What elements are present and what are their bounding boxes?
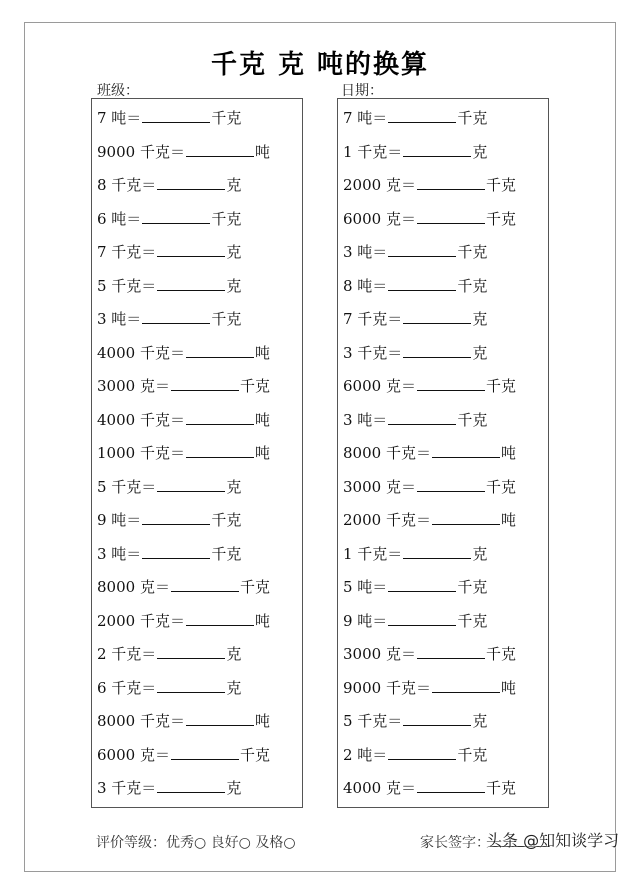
exercise-row [97,440,298,466]
exercise-row [97,340,298,366]
exercise-row [343,239,544,265]
answer-blank[interactable] [403,544,471,559]
exercise-row [343,507,544,533]
exercise-unit: 克 [226,276,242,295]
exercise-prompt: 3 千克＝ [343,343,403,362]
class-label: 班级： [97,83,139,99]
exercise-unit: 克 [472,310,488,328]
answer-blank[interactable] [171,745,239,760]
exercise-row [343,608,544,634]
exercise-prompt: 8000 千克＝ [97,712,185,730]
exercise-prompt: 5 千克＝ [343,712,403,730]
exercise-row [343,340,544,366]
exercise-prompt: 1000 千克＝ [97,444,185,462]
exercise-prompt: 4000 克＝ [343,779,416,797]
exercise-prompt: 2 千克＝ [97,645,157,663]
exercise-row [343,742,544,768]
left-exercise-column [91,98,303,808]
exercise-unit: 克 [472,544,488,563]
exercise-unit: 千克 [457,410,488,429]
exercise-row [97,139,298,165]
exercise-unit: 千克 [485,779,516,797]
exercise-unit: 千克 [485,645,516,663]
exercise-prompt: 8000 克＝ [97,578,170,596]
answer-blank[interactable] [157,778,225,793]
answer-blank[interactable] [388,242,456,257]
exercise-prompt: 7 千克＝ [343,310,403,328]
exercise-unit: 克 [226,645,242,663]
answer-blank[interactable] [157,678,225,693]
exercise-unit: 千克 [211,109,242,127]
exercise-row [97,273,298,299]
exercise-row [97,608,298,634]
exercise-unit: 千克 [485,176,516,194]
exercise-row [97,708,298,734]
exercise-unit: 克 [226,477,242,496]
exercise-unit: 千克 [457,578,488,596]
exercise-unit: 吨 [500,511,516,529]
exercise-row [343,440,544,466]
exercise-row [343,139,544,165]
exercise-prompt: 2000 克＝ [343,176,416,194]
answer-blank[interactable] [403,309,471,324]
exercise-prompt: 7 千克＝ [97,243,157,261]
exercise-row [343,407,544,433]
exercise-row [343,105,544,131]
answer-blank[interactable] [142,309,210,324]
exercise-prompt: 7 吨＝ [97,109,142,127]
exercise-prompt: 3000 克＝ [97,377,170,395]
exercise-unit: 吨 [500,678,516,697]
exercise-prompt: 8 吨＝ [343,276,388,295]
exercise-unit: 千克 [457,276,488,295]
exercise-prompt: 4000 千克＝ [97,343,185,362]
answer-blank[interactable] [157,276,225,291]
exercise-row [343,306,544,332]
exercise-unit: 克 [226,243,242,261]
exercise-prompt: 5 吨＝ [343,578,388,596]
exercise-unit: 千克 [239,578,270,596]
exercise-unit: 克 [472,712,488,730]
answer-blank[interactable] [432,678,500,693]
exercise-row [343,574,544,600]
exercise-unit: 克 [226,176,242,194]
answer-blank[interactable] [388,611,456,626]
exercise-prompt: 9 吨＝ [97,511,142,529]
answer-blank[interactable] [171,376,239,391]
parent-signature-label: 家长签字： [420,835,490,851]
exercise-prompt: 9000 千克＝ [97,142,185,161]
exercise-row [343,708,544,734]
exercise-row [97,775,298,801]
exercise-prompt: 6 千克＝ [97,678,157,697]
answer-blank[interactable] [186,142,254,157]
exercise-row [97,507,298,533]
exercise-unit: 千克 [211,310,242,328]
exercise-unit: 千克 [457,109,488,127]
exercise-row [343,474,544,500]
answer-blank[interactable] [186,443,254,458]
answer-blank[interactable] [403,343,471,358]
exercise-unit: 千克 [485,209,516,228]
answer-blank[interactable] [157,477,225,492]
exercise-row [343,541,544,567]
exercise-unit: 吨 [254,712,270,730]
exercise-row [343,273,544,299]
answer-blank[interactable] [403,711,471,726]
exercise-prompt: 1 千克＝ [343,544,403,563]
answer-blank[interactable] [157,242,225,257]
exercise-unit: 吨 [500,444,516,462]
exercise-unit: 千克 [485,477,516,496]
exercise-prompt: 3 吨＝ [343,410,388,429]
exercise-unit: 千克 [457,745,488,764]
exercise-unit: 克 [226,779,242,797]
exercise-prompt: 9 吨＝ [343,611,388,630]
exercise-prompt: 7 吨＝ [343,109,388,127]
answer-blank[interactable] [432,443,500,458]
exercise-row [343,206,544,232]
answer-blank[interactable] [417,477,485,492]
exercise-row [97,105,298,131]
answer-blank[interactable] [142,544,210,559]
exercise-row [97,239,298,265]
answer-blank[interactable] [186,343,254,358]
exercise-prompt: 3000 克＝ [343,645,416,663]
answer-blank[interactable] [432,510,500,525]
exercise-unit: 克 [472,142,488,161]
exercise-prompt: 8000 千克＝ [343,444,431,462]
exercise-row [97,574,298,600]
exercise-prompt: 6000 克＝ [343,377,416,395]
answer-blank[interactable] [417,644,485,659]
exercise-row [97,541,298,567]
exercise-unit: 吨 [254,444,270,462]
exercise-unit: 千克 [457,611,488,630]
page-title: 千克 克 吨的换算 [210,50,430,80]
exercise-row [97,407,298,433]
exercise-prompt: 3 千克＝ [97,779,157,797]
exercise-row [97,172,298,198]
exercise-prompt: 8 千克＝ [97,176,157,194]
exercise-row [97,373,298,399]
exercise-row [343,675,544,701]
answer-blank[interactable] [417,376,485,391]
answer-blank[interactable] [171,577,239,592]
exercise-row [97,742,298,768]
exercise-prompt: 3 吨＝ [343,243,388,261]
exercise-prompt: 6000 克＝ [97,745,170,764]
exercise-row [97,306,298,332]
answer-blank[interactable] [388,276,456,291]
answer-blank[interactable] [186,410,254,425]
answer-blank[interactable] [142,108,210,123]
exercise-unit: 千克 [211,544,242,563]
answer-blank[interactable] [388,745,456,760]
answer-blank[interactable] [388,410,456,425]
date-label: 日期： [341,83,383,99]
exercise-unit: 克 [226,678,242,697]
answer-blank[interactable] [388,577,456,592]
watermark-logo: 头条 @知知谈学习 [486,831,620,850]
exercise-unit: 千克 [485,377,516,395]
answer-blank[interactable] [142,510,210,525]
exercise-row [97,675,298,701]
exercise-unit: 千克 [211,209,242,228]
answer-blank[interactable] [157,644,225,659]
answer-blank[interactable] [417,175,485,190]
exercise-unit: 吨 [254,343,270,362]
exercise-unit: 吨 [254,611,270,630]
exercise-prompt: 4000 千克＝ [97,410,185,429]
exercise-row [343,373,544,399]
exercise-prompt: 2000 千克＝ [97,611,185,630]
exercise-unit: 千克 [239,745,270,764]
exercise-unit: 吨 [254,410,270,429]
answer-blank[interactable] [417,778,485,793]
exercise-row [343,775,544,801]
exercise-prompt: 1 千克＝ [343,142,403,161]
exercise-prompt: 5 千克＝ [97,276,157,295]
exercise-prompt: 3000 克＝ [343,477,416,496]
answer-blank[interactable] [417,209,485,224]
exercise-unit: 千克 [457,243,488,261]
exercise-row [343,641,544,667]
exercise-unit: 千克 [239,377,270,395]
answer-blank[interactable] [186,611,254,626]
exercise-row [343,172,544,198]
answer-blank[interactable] [388,108,456,123]
exercise-prompt: 2 吨＝ [343,745,388,764]
exercise-prompt: 6000 克＝ [343,209,416,228]
answer-blank[interactable] [186,711,254,726]
exercise-unit: 克 [472,343,488,362]
answer-blank[interactable] [157,175,225,190]
right-exercise-column [337,98,549,808]
exercise-prompt: 6 吨＝ [97,209,142,228]
exercise-unit: 吨 [254,142,270,161]
exercise-prompt: 9000 千克＝ [343,678,431,697]
exercise-prompt: 5 千克＝ [97,477,157,496]
exercise-prompt: 2000 千克＝ [343,511,431,529]
rating-line: 评价等级：优秀○ 良好○ 及格○ [96,835,296,851]
answer-blank[interactable] [142,209,210,224]
answer-blank[interactable] [403,142,471,157]
exercise-prompt: 3 吨＝ [97,310,142,328]
exercise-row [97,474,298,500]
exercise-row [97,641,298,667]
exercise-unit: 千克 [211,511,242,529]
exercise-prompt: 3 吨＝ [97,544,142,563]
exercise-row [97,206,298,232]
